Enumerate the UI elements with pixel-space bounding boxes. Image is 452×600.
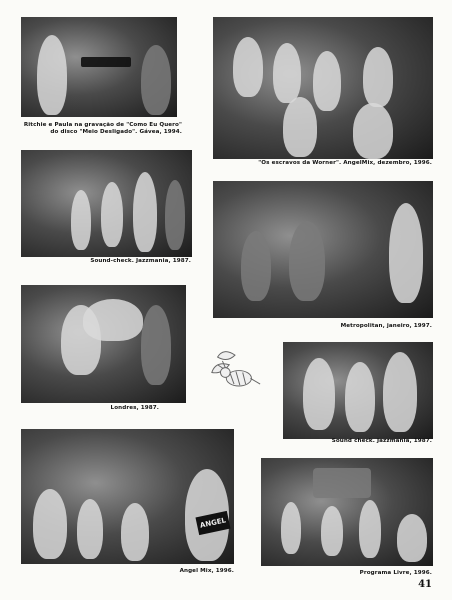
caption-photo-5: Londres, 1987. — [110, 405, 159, 411]
photo-metropolitan — [213, 181, 433, 318]
caption-photo-6: Sound check. Jazzmania, 1987. — [331, 438, 432, 444]
page-number: 41 — [418, 579, 432, 590]
photo-programa-livre — [261, 458, 433, 566]
caption-photo-3: Sound-check. Jazzmania, 1987. — [90, 258, 191, 264]
photo-sound-check-jazzmania-1987 — [21, 150, 192, 257]
photo-angel-mix — [21, 429, 234, 564]
caption-photo-1: Ritchie e Paula na gravação de "Como Eu Quero" do disco "Meio Desligado". Gávea, 1994. — [23, 122, 182, 135]
caption-photo-8: Programa Livre, 1996. — [359, 570, 432, 576]
angel-sign: ANGEL — [195, 511, 230, 535]
photo-ritchie-paula-gavea — [21, 17, 177, 117]
caption-photo-7: Angel Mix, 1996. — [179, 568, 234, 574]
photo-sound-check-jazzmania — [283, 342, 433, 439]
photo-escravos-da-worner — [213, 17, 433, 159]
caption-photo-4: Metropolitan, janeiro, 1997. — [340, 323, 432, 329]
caption-photo-2: "Os escravos da Worner". AngelMix, dezembro, 1996. — [258, 160, 432, 166]
photo-londres — [21, 285, 186, 403]
bee-icon — [206, 345, 264, 400]
